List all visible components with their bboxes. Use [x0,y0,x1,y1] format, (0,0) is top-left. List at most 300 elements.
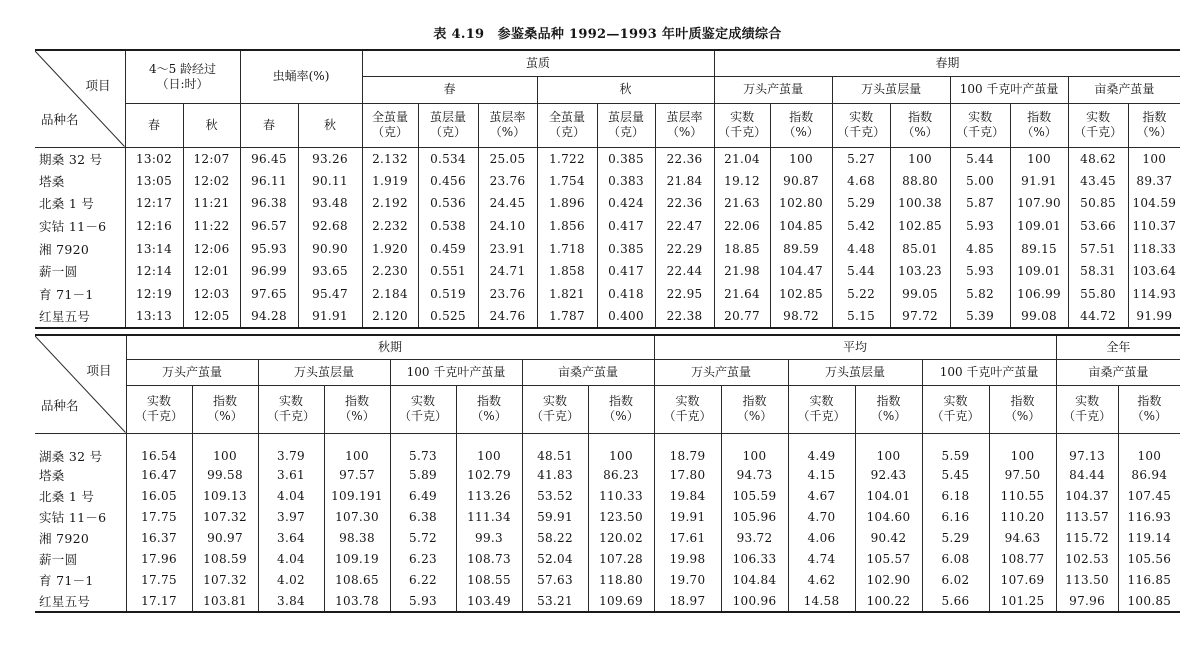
header-actual [390,385,456,433]
data-cell: 88.80 [890,170,950,193]
data-cell: 104.60 [855,507,922,528]
diagonal-line [35,51,125,147]
variety-name: 湘 7920 [35,528,126,549]
data-cell: 105.96 [721,507,788,528]
data-cell: 93.48 [298,192,362,215]
data-cell: 4.74 [788,549,855,570]
header-line: （%） [1131,409,1168,423]
data-cell: 6.16 [922,507,989,528]
data-cell: 21.98 [714,260,770,283]
header-line: （千克） [663,409,712,423]
data-cell: 44.72 [1068,305,1128,328]
data-cell: 24.10 [478,215,537,238]
data-cell: 1.718 [537,237,597,260]
data-cell: 17.61 [654,528,721,549]
table-spring-quality [35,49,1180,329]
data-cell: 0.519 [418,283,478,306]
data-cell: 12:07 [183,147,240,170]
variety-name: 北桑 1 号 [35,486,126,507]
data-cell: 100 [721,433,788,465]
header-line: 实数 [278,394,303,408]
header-whole-cocoon [362,103,418,147]
header-line: 指数 [742,394,767,408]
data-cell: 11:21 [183,192,240,215]
data-cell: 118.33 [1128,237,1180,260]
data-cell: 107.30 [324,507,390,528]
data-cell: 100.96 [721,591,788,612]
variety-name: 育 71－1 [35,570,126,591]
data-cell: 1.896 [537,192,597,215]
variety-name: 红星五号 [35,591,126,612]
data-cell: 109.01 [1010,215,1068,238]
data-cell: 18.79 [654,433,721,465]
data-cell: 24.76 [478,305,537,328]
header-line: （千克） [718,125,767,139]
header-line: 指数 [1027,110,1052,124]
data-cell: 22.47 [655,215,714,238]
data-cell: 17.17 [126,591,192,612]
table-autumn-annual [35,334,1180,613]
data-cell: 14.58 [788,591,855,612]
table-row [35,591,1180,612]
data-cell: 96.45 [240,147,298,170]
data-cell: 0.383 [597,170,655,193]
data-cell: 1.821 [537,283,597,306]
header-index [989,385,1056,433]
data-cell: 96.99 [240,260,298,283]
data-cell: 104.84 [721,570,788,591]
data-cell: 109.69 [588,591,654,612]
data-cell: 13:13 [125,305,183,328]
data-cell: 94.28 [240,305,298,328]
data-cell: 108.59 [192,549,258,570]
header-line: 实数 [410,394,435,408]
data-cell: 91.99 [1128,305,1180,328]
table-row [35,465,1180,486]
data-cell: 100.85 [1118,591,1180,612]
data-cell: 102.53 [1056,549,1118,570]
data-cell: 100 [324,433,390,465]
data-cell: 3.79 [258,433,324,465]
header-line: 茧层量 [607,110,644,124]
header-index [588,385,654,433]
data-cell: 114.93 [1128,283,1180,306]
data-cell: 6.49 [390,486,456,507]
data-cell: 4.15 [788,465,855,486]
header-actual [1068,103,1128,147]
variety-name: 塔桑 [35,170,125,193]
header-instar-duration [125,50,240,103]
header-line: （%） [207,409,243,423]
header-line: （%） [1021,125,1057,139]
header-line: （克） [607,125,644,139]
data-cell: 107.45 [1118,486,1180,507]
header-line: （克） [548,125,585,139]
data-cell: 103.78 [324,591,390,612]
header-line: 指数 [1137,394,1162,408]
data-cell: 109.01 [1010,260,1068,283]
data-cell: 12:06 [183,237,240,260]
header-actual [126,385,192,433]
variety-name: 实钴 11－6 [35,215,125,238]
data-cell: 16.05 [126,486,192,507]
data-cell: 2.184 [362,283,418,306]
header-line: （%） [603,409,639,423]
header-actual [832,103,890,147]
data-cell: 89.37 [1128,170,1180,193]
header-line: 指数 [212,394,237,408]
header-row [35,103,1180,147]
header-line: 实数 [1086,110,1111,124]
data-cell: 113.26 [456,486,522,507]
header-instar-autumn: 秋 [183,103,240,147]
header-instar-spring: 春 [125,103,183,147]
header-shell-ratio [655,103,714,147]
header-index [192,385,258,433]
data-cell: 13:05 [125,170,183,193]
header-line: （%） [489,125,526,139]
header-pupation-autumn: 秋 [298,103,362,147]
header-line: 指数 [908,110,933,124]
corner-item-label: 项目 [86,363,112,378]
data-cell: 4.68 [832,170,890,193]
data-cell: 98.72 [770,305,832,328]
data-cell: 53.21 [522,591,588,612]
header-actual [654,385,721,433]
data-cell: 6.22 [390,570,456,591]
data-cell: 5.22 [832,283,890,306]
data-cell: 1.754 [537,170,597,193]
variety-name: 薪一圆 [35,260,125,283]
header-full-year: 全年 [1056,335,1180,359]
header-index [1118,385,1180,433]
data-cell: 107.90 [1010,192,1068,215]
data-cell: 100 [1010,147,1068,170]
data-cell: 107.28 [588,549,654,570]
table-body [35,433,1180,612]
header-shell-per-10k-larvae: 万头茧层量 [258,359,390,385]
data-cell: 5.39 [950,305,1010,328]
data-cell: 104.59 [1128,192,1180,215]
data-cell: 111.34 [456,507,522,528]
header-actual [522,385,588,433]
header-shell-ratio [478,103,537,147]
data-cell: 86.23 [588,465,654,486]
corner-variety-label: 品种名 [41,397,79,413]
table-row [35,283,1180,306]
data-cell: 100.38 [890,192,950,215]
header-line: （千克） [1063,409,1112,423]
data-cell: 5.73 [390,433,456,465]
data-cell: 109.13 [192,486,258,507]
data-cell: 6.38 [390,507,456,528]
header-actual [922,385,989,433]
data-cell: 0.424 [597,192,655,215]
data-cell: 3.61 [258,465,324,486]
data-cell: 100 [770,147,832,170]
table-row [35,215,1180,238]
header-row [35,359,1180,385]
data-cell: 4.06 [788,528,855,549]
data-cell: 13:14 [125,237,183,260]
data-cell: 5.93 [950,260,1010,283]
data-cell: 107.69 [989,570,1056,591]
header-cocoon-per-mu: 亩桑产茧量 [1068,76,1180,103]
data-cell: 12:05 [183,305,240,328]
data-cell: 110.20 [989,507,1056,528]
corner-variety-label: 品种名 [41,111,79,127]
data-cell: 4.04 [258,549,324,570]
data-cell: 43.45 [1068,170,1128,193]
data-cell: 103.49 [456,591,522,612]
header-line: （千克） [530,409,579,423]
header-whole-cocoon [537,103,597,147]
data-cell: 95.47 [298,283,362,306]
data-cell: 110.33 [588,486,654,507]
data-cell: 116.85 [1118,570,1180,591]
data-cell: 22.95 [655,283,714,306]
data-cell: 90.11 [298,170,362,193]
header-line: 实数 [146,394,171,408]
data-cell: 5.93 [950,215,1010,238]
data-cell: 5.66 [922,591,989,612]
data-cell: 5.15 [832,305,890,328]
header-line: （千克） [134,409,183,423]
header-actual [714,103,770,147]
header-line: （千克） [837,125,886,139]
data-cell: 0.385 [597,147,655,170]
header-shell-per-10k-larvae: 万头茧层量 [788,359,922,385]
data-cell: 100.22 [855,591,922,612]
header-line: （%） [736,409,773,423]
header-cocoon-per-100kg-leaf: 100 千克叶产茧量 [390,359,522,385]
data-cell: 102.90 [855,570,922,591]
data-cell: 99.05 [890,283,950,306]
data-cell: 24.71 [478,260,537,283]
header-line: 实数 [730,110,755,124]
data-cell: 93.72 [721,528,788,549]
data-cell: 19.70 [654,570,721,591]
data-cell: 91.91 [298,305,362,328]
data-cell: 4.04 [258,486,324,507]
header-line: （%） [783,125,819,139]
data-cell: 90.87 [770,170,832,193]
data-cell: 5.87 [950,192,1010,215]
header-line: 实数 [943,394,968,408]
data-cell: 100 [855,433,922,465]
data-cell: 4.02 [258,570,324,591]
header-line: 指数 [344,394,369,408]
data-cell: 90.97 [192,528,258,549]
header-line: （%） [1004,409,1041,423]
table-header [35,50,1180,147]
data-cell: 92.43 [855,465,922,486]
data-cell: 89.59 [770,237,832,260]
table-row [35,192,1180,215]
data-cell: 0.534 [418,147,478,170]
header-line: （千克） [956,125,1005,139]
data-cell: 23.76 [478,170,537,193]
header-line: （千克） [1074,125,1123,139]
data-cell: 100 [192,433,258,465]
header-actual [258,385,324,433]
table-body [35,147,1180,328]
header-line: （克） [429,125,466,139]
header-line: 茧层率 [666,110,703,124]
data-cell: 2.192 [362,192,418,215]
data-cell: 0.525 [418,305,478,328]
header-quality-spring: 春 [362,76,537,103]
data-cell: 106.99 [1010,283,1068,306]
data-cell: 2.120 [362,305,418,328]
data-cell: 22.38 [655,305,714,328]
data-cell: 52.04 [522,549,588,570]
variety-name: 育 71－1 [35,283,125,306]
data-cell: 101.25 [989,591,1056,612]
header-index [1010,103,1068,147]
data-cell: 96.38 [240,192,298,215]
header-quality-autumn: 秋 [537,76,714,103]
data-cell: 21.64 [714,283,770,306]
header-row [35,335,1180,359]
header-index [324,385,390,433]
data-cell: 93.65 [298,260,362,283]
data-cell: 4.67 [788,486,855,507]
data-cell: 2.132 [362,147,418,170]
data-cell: 48.51 [522,433,588,465]
data-cell: 105.56 [1118,549,1180,570]
data-cell: 97.96 [1056,591,1118,612]
header-index [890,103,950,147]
data-cell: 102.85 [890,215,950,238]
table-row [35,305,1180,328]
header-cocoon-quality: 茧质 [362,50,714,76]
data-cell: 41.83 [522,465,588,486]
data-cell: 6.23 [390,549,456,570]
data-cell: 0.417 [597,215,655,238]
data-cell: 116.93 [1118,507,1180,528]
data-cell: 109.191 [324,486,390,507]
data-cell: 97.65 [240,283,298,306]
data-cell: 5.72 [390,528,456,549]
data-cell: 5.82 [950,283,1010,306]
data-cell: 5.44 [950,147,1010,170]
data-cell: 23.76 [478,283,537,306]
data-cell: 17.96 [126,549,192,570]
header-line: 指数 [1010,394,1035,408]
header-line: 全茧量 [548,110,585,124]
data-cell: 16.37 [126,528,192,549]
data-cell: 97.57 [324,465,390,486]
data-cell: 22.29 [655,237,714,260]
data-cell: 109.19 [324,549,390,570]
data-cell: 106.33 [721,549,788,570]
header-cocoon-per-100kg-leaf: 100 千克叶产茧量 [950,76,1068,103]
header-actual [1056,385,1118,433]
data-cell: 0.400 [597,305,655,328]
header-line: 实数 [542,394,567,408]
data-cell: 94.63 [989,528,1056,549]
data-cell: 113.50 [1056,570,1118,591]
data-cell: 5.45 [922,465,989,486]
data-cell: 22.06 [714,215,770,238]
header-line: 指数 [876,394,901,408]
data-cell: 105.59 [721,486,788,507]
data-cell: 120.02 [588,528,654,549]
data-cell: 108.65 [324,570,390,591]
table-row [35,528,1180,549]
table-row [35,147,1180,170]
table-row [35,433,1180,465]
header-line: （%） [870,409,907,423]
data-cell: 84.44 [1056,465,1118,486]
data-cell: 100 [588,433,654,465]
header-line: 实数 [1075,394,1100,408]
data-cell: 0.417 [597,260,655,283]
header-average: 平均 [654,335,1056,359]
variety-name: 湖桑 32 号 [35,433,126,465]
header-line: 4～5 龄经过 [148,61,217,76]
variety-name: 实钴 11－6 [35,507,126,528]
header-line: 全茧量 [371,110,408,124]
table-caption: 表 4.19 参鉴桑品种 1992—1993 年叶质鉴定成绩综合 [433,27,782,42]
data-cell: 95.93 [240,237,298,260]
data-cell: 113.57 [1056,507,1118,528]
data-cell: 21.63 [714,192,770,215]
data-cell: 6.08 [922,549,989,570]
data-cell: 22.44 [655,260,714,283]
header-actual [788,385,855,433]
data-cell: 0.456 [418,170,478,193]
data-cell: 102.85 [770,283,832,306]
data-cell: 0.538 [418,215,478,238]
data-cell: 89.15 [1010,237,1068,260]
data-cell: 58.31 [1068,260,1128,283]
data-cell: 96.11 [240,170,298,193]
data-cell: 21.04 [714,147,770,170]
data-cell: 97.50 [989,465,1056,486]
data-cell: 5.44 [832,260,890,283]
header-row [35,385,1180,433]
data-cell: 104.37 [1056,486,1118,507]
header-line: （千克） [931,409,980,423]
corner-item-label: 项目 [85,78,111,93]
data-cell: 5.29 [922,528,989,549]
data-cell: 50.85 [1068,192,1128,215]
header-autumn-period: 秋期 [126,335,654,359]
data-cell: 5.29 [832,192,890,215]
data-cell: 99.3 [456,528,522,549]
table-row [35,260,1180,283]
table-row [35,507,1180,528]
header-index [721,385,788,433]
variety-name: 北桑 1 号 [35,192,125,215]
data-cell: 92.68 [298,215,362,238]
header-line: （克） [371,125,408,139]
variety-name: 薪一圆 [35,549,126,570]
data-cell: 0.536 [418,192,478,215]
data-cell: 103.23 [890,260,950,283]
data-cell: 12:02 [183,170,240,193]
data-cell: 53.66 [1068,215,1128,238]
data-cell: 55.80 [1068,283,1128,306]
data-cell: 90.90 [298,237,362,260]
header-cocoon-per-10k-larvae: 万头产茧量 [714,76,832,103]
data-cell: 18.85 [714,237,770,260]
table-row [35,570,1180,591]
header-actual [950,103,1010,147]
variety-name: 湘 7920 [35,237,125,260]
